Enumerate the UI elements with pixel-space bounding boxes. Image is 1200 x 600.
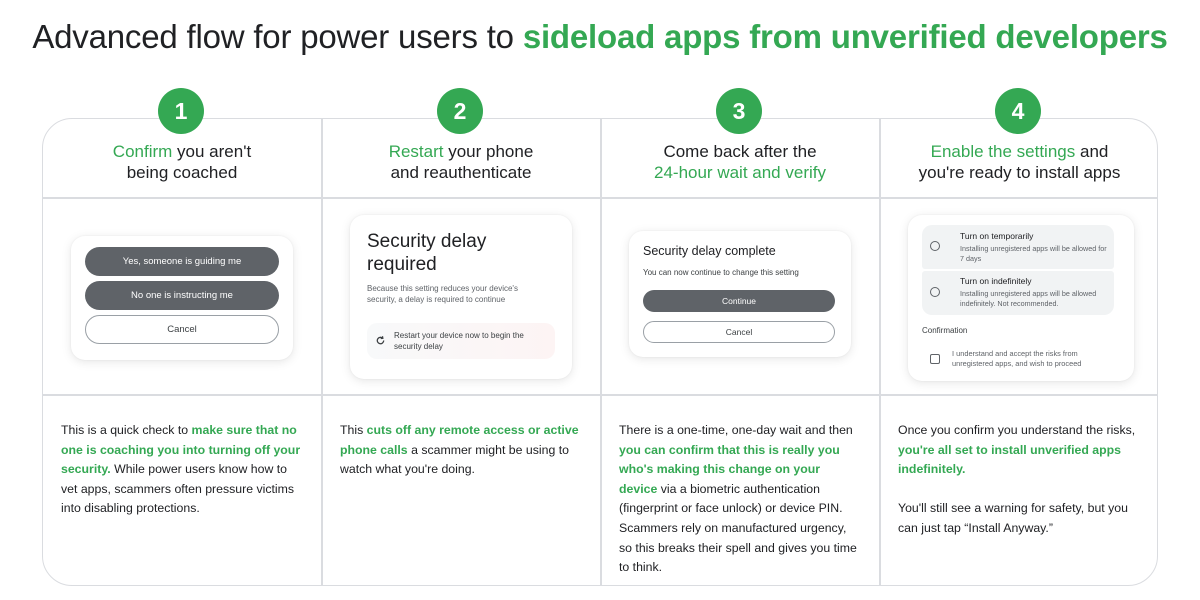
continue-button[interactable]: Continue xyxy=(643,290,835,312)
coaching-dialog xyxy=(71,236,293,360)
step-2-number: 2 xyxy=(437,88,483,134)
enable-settings-panel xyxy=(908,215,1134,381)
restart-action[interactable] xyxy=(367,323,555,359)
step-1-heading: Confirm you aren't being coached xyxy=(112,142,252,182)
delay-complete-dialog xyxy=(629,231,851,357)
step-4-number: 4 xyxy=(995,88,1041,134)
restart-icon xyxy=(375,335,386,346)
not-instructed-button[interactable]: No one is instructing me xyxy=(85,281,279,310)
radio-temporary[interactable] xyxy=(930,241,940,251)
dialog-title: Security delay required xyxy=(367,231,487,275)
step-3-heading: Come back after the 24-hour wait and verify xyxy=(654,142,826,182)
confirm-checkbox[interactable] xyxy=(930,354,940,364)
confirmation-text: I understand and accept the risks from unregistered apps, and wish to proceed xyxy=(952,349,1082,368)
confirmation-label: Confirmation xyxy=(922,326,968,335)
security-delay-dialog xyxy=(350,215,572,379)
step-4-heading: Enable the settings and you're ready to install apps xyxy=(918,142,1121,182)
safety-note: You'll still see a warning for safety, but you can just tap “Install Anyway.” xyxy=(898,501,1128,535)
step-1-number: 1 xyxy=(158,88,204,134)
guided-button[interactable]: Yes, someone is guiding me xyxy=(85,247,279,276)
step-1-description: This is a quick check to make sure that no one is coaching you into turning off your security. While power users know how to vet apps, scammers often pressure victims into disabling protections. xyxy=(61,423,301,516)
title-highlight: sideload apps from unverified developers xyxy=(522,18,1168,55)
step-2-heading: Restart your phone and reauthenticate xyxy=(388,142,534,182)
step-1-column xyxy=(43,119,321,585)
dialog-body: You can now continue to change this setting xyxy=(643,268,799,277)
radio-indefinite[interactable] xyxy=(930,287,940,297)
option-temporary-title: Turn on temporarily xyxy=(960,231,1034,241)
step-2-description: This cuts off any remote access or active phone calls a scammer might be using to watch what you're doing. xyxy=(340,423,579,477)
step-4-description: Once you confirm you understand the risks, you're all set to install unverified apps indefinitely. You'll still see a warning for safety, but you can just tap “Install Anyway.” xyxy=(898,421,1138,539)
step-3-column xyxy=(601,119,879,585)
step-3-number: 3 xyxy=(716,88,762,134)
dialog-title: Security delay complete xyxy=(643,244,776,258)
step-2-column xyxy=(322,119,600,585)
dialog-body: Because this setting reduces your device's security, a delay is required to continue xyxy=(367,284,518,304)
title-prefix: Advanced flow for power users to xyxy=(32,18,514,55)
option-indefinite-title: Turn on indefinitely xyxy=(960,276,1032,286)
option-temporary[interactable] xyxy=(922,225,1114,269)
restart-action-label: Restart your device now to begin the security delay xyxy=(394,331,524,351)
option-temporary-sub: Installing unregistered apps will be allowed for 7 days xyxy=(960,244,1107,263)
cancel-button[interactable]: Cancel xyxy=(643,321,835,343)
step-3-description: There is a one-time, one-day wait and then you can confirm that this is really you who's making this change on your device via a biometric authentication (fingerprint or face unlock) or device PIN. Scammers rely on manufactured urgency, so this breaks their spell and gives you time to think. xyxy=(619,423,857,575)
steps-frame xyxy=(42,118,1158,586)
option-indefinite-sub: Installing unregistered apps will be allowed indefinitely. Not recommended. xyxy=(960,289,1097,308)
cancel-button[interactable]: Cancel xyxy=(85,315,279,344)
page-title xyxy=(0,18,1200,56)
option-indefinite[interactable] xyxy=(922,271,1114,315)
step-4-column xyxy=(880,119,1158,585)
